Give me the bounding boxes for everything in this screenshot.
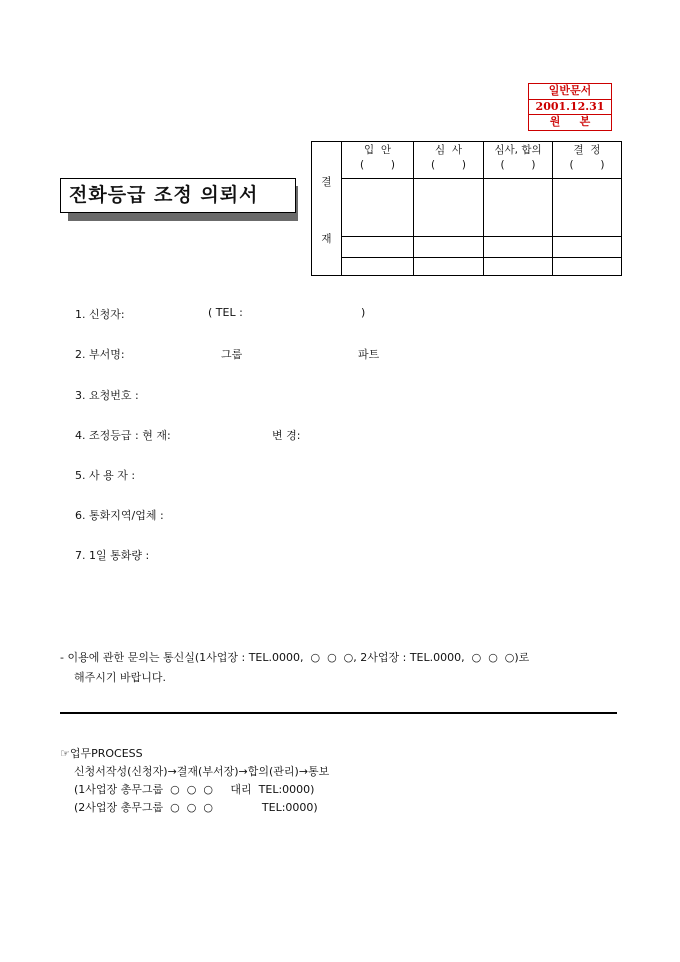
signature-cell[interactable] [553,179,622,237]
approval-side-label [312,142,342,276]
approval-col-sub: ( ) [431,159,466,171]
inquiry-note-line: - 이용에 관한 문의는 통신실(1사업장 : TEL.0000, ○ ○ ○, 2사업장 : TEL.0000, ○ ○ ○)로 [60,651,530,664]
approval-col-sub: ( ) [569,159,605,171]
field-grade-change: 변 경: [272,429,301,442]
approval-col-label: 결 정 [573,144,601,156]
date-cell[interactable] [553,237,622,258]
approval-col-agree [484,142,553,179]
process-flow: 신청서작성(신청자)→결재(부서장)→합의(관리)→통보 [74,765,330,778]
process-site2: (2사업장 총무그룹 ○ ○ ○ TEL:0000) [74,801,318,814]
field-applicant-label: 1. 신청자: [75,308,125,321]
name-cell[interactable] [553,258,622,276]
approval-col-review [414,142,484,179]
field-applicant-tel: ( TEL : [208,306,243,319]
process-heading: ☞업무PROCESS [60,747,143,760]
divider [60,712,617,714]
signature-cell[interactable] [414,179,484,237]
date-cell[interactable] [414,237,484,258]
date-cell[interactable] [342,237,414,258]
approval-col-decide [553,142,622,179]
field-daily-volume: 7. 1일 통화량 : [75,549,150,562]
field-department-group: 그룹 [221,348,243,361]
approval-col-sub: ( ) [360,159,395,171]
name-cell[interactable] [484,258,553,276]
field-department-label: 2. 부서명: [75,348,125,361]
approval-col-label: 입 안 [364,144,391,156]
signature-cell[interactable] [484,179,553,237]
field-call-region: 6. 통화지역/업체 : [75,509,164,522]
stamp-classification: 일반문서 [529,84,611,100]
page-title: 전화등급 조정 의뢰서 [60,178,296,213]
approval-col-sub: ( ) [500,159,536,171]
document-stamp [528,83,612,131]
field-department-part: 파트 [358,348,380,361]
stamp-date: 2001.12.31 [529,100,611,116]
field-request-number: 3. 요청번호 : [75,389,139,402]
approval-side-bottom: 재 [321,233,332,245]
stamp-original: 원 본 [549,115,591,128]
inquiry-note [60,648,529,688]
process-site1: (1사업장 총무그룹 ○ ○ ○ 대리 TEL:0000) [74,783,315,796]
date-cell[interactable] [484,237,553,258]
approval-col-draft [342,142,414,179]
inquiry-note-line: 해주시기 바랍니다. [74,671,167,684]
signature-cell[interactable] [342,179,414,237]
approval-side-top: 결 [321,176,332,188]
name-cell[interactable] [342,258,414,276]
field-grade-current: 4. 조정등급 : 현 재: [75,429,171,442]
name-cell[interactable] [414,258,484,276]
approval-col-label: 심사, 합의 [494,144,542,156]
approval-table [311,141,622,276]
field-applicant-close: ) [361,306,366,319]
process-section [60,745,329,817]
field-user: 5. 사 용 자 : [75,469,136,482]
approval-col-label: 심 사 [435,144,462,156]
